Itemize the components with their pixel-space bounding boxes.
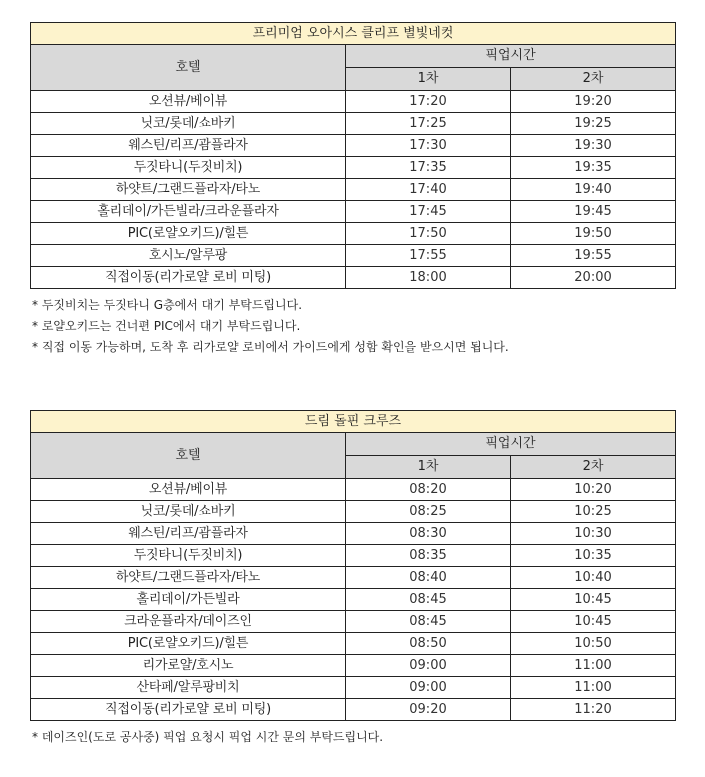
second-round-header: 2차 xyxy=(511,68,676,91)
hotel-name-cell: 산타페/알루팡비치 xyxy=(31,677,346,699)
pickup-column-header: 픽업시간 xyxy=(346,45,676,68)
hotel-name-cell: 직접이동(리가로얄 로비 미팅) xyxy=(31,699,346,721)
second-pickup-time-cell: 19:40 xyxy=(511,179,676,201)
hotel-name-cell: 하얏트/그랜드플라자/타노 xyxy=(31,567,346,589)
table-row xyxy=(31,501,676,523)
notes-list xyxy=(32,727,675,748)
schedule-section-2 xyxy=(30,410,675,748)
second-pickup-time-cell: 11:00 xyxy=(511,677,676,699)
second-pickup-time-cell: 19:25 xyxy=(511,113,676,135)
first-pickup-time-cell: 08:45 xyxy=(346,589,511,611)
note-line: * 데이즈인(도로 공사중) 픽업 요청시 픽업 시간 문의 부탁드립니다. xyxy=(32,730,384,744)
schedule-table-body xyxy=(31,479,676,721)
first-pickup-time-cell: 18:00 xyxy=(346,267,511,289)
hotel-name-cell: 홀리데이/가든빌라 xyxy=(31,589,346,611)
schedule-table-1 xyxy=(30,22,676,289)
first-pickup-time-cell: 17:35 xyxy=(346,157,511,179)
table-title: 드림 돌핀 크루즈 xyxy=(31,411,676,433)
first-pickup-time-cell: 17:40 xyxy=(346,179,511,201)
notes-list xyxy=(32,295,675,358)
second-pickup-time-cell: 19:20 xyxy=(511,91,676,113)
first-pickup-time-cell: 17:55 xyxy=(346,245,511,267)
second-pickup-time-cell: 19:35 xyxy=(511,157,676,179)
note-line: * 로얄오키드는 건너편 PIC에서 대기 부탁드립니다. xyxy=(32,319,301,333)
first-round-header: 1차 xyxy=(346,456,511,479)
table-row xyxy=(31,611,676,633)
second-pickup-time-cell: 19:45 xyxy=(511,201,676,223)
second-pickup-time-cell: 19:55 xyxy=(511,245,676,267)
table-row xyxy=(31,699,676,721)
hotel-name-cell: 크라운플라자/데이즈인 xyxy=(31,611,346,633)
table-row xyxy=(31,245,676,267)
hotel-column-header: 호텔 xyxy=(31,433,346,479)
hotel-name-cell: PIC(로얄오키드)/힐튼 xyxy=(31,223,346,245)
table-row xyxy=(31,479,676,501)
hotel-name-cell: 두짓타니(두짓비치) xyxy=(31,545,346,567)
hotel-name-cell: 닛코/롯데/쇼바키 xyxy=(31,113,346,135)
hotel-name-cell: 닛코/롯데/쇼바키 xyxy=(31,501,346,523)
hotel-name-cell: 호시노/알루팡 xyxy=(31,245,346,267)
first-pickup-time-cell: 08:40 xyxy=(346,567,511,589)
table-row xyxy=(31,655,676,677)
second-pickup-time-cell: 11:00 xyxy=(511,655,676,677)
second-pickup-time-cell: 10:35 xyxy=(511,545,676,567)
hotel-name-cell: 웨스틴/리프/괌플라자 xyxy=(31,135,346,157)
first-pickup-time-cell: 09:00 xyxy=(346,677,511,699)
schedule-table-body xyxy=(31,91,676,289)
second-pickup-time-cell: 10:40 xyxy=(511,567,676,589)
second-pickup-time-cell: 10:50 xyxy=(511,633,676,655)
second-round-header: 2차 xyxy=(511,456,676,479)
schedule-section-1 xyxy=(30,22,675,358)
first-pickup-time-cell: 17:25 xyxy=(346,113,511,135)
first-pickup-time-cell: 09:00 xyxy=(346,655,511,677)
table-row xyxy=(31,545,676,567)
table-row xyxy=(31,677,676,699)
table-row xyxy=(31,179,676,201)
table-row xyxy=(31,567,676,589)
second-pickup-time-cell: 19:50 xyxy=(511,223,676,245)
table-row xyxy=(31,91,676,113)
first-pickup-time-cell: 17:45 xyxy=(346,201,511,223)
hotel-name-cell: 리가로얄/호시노 xyxy=(31,655,346,677)
second-pickup-time-cell: 20:00 xyxy=(511,267,676,289)
second-pickup-time-cell: 11:20 xyxy=(511,699,676,721)
hotel-name-cell: 웨스틴/리프/괌플라자 xyxy=(31,523,346,545)
note-line: * 두짓비치는 두짓타니 G층에서 대기 부탁드립니다. xyxy=(32,298,303,312)
first-pickup-time-cell: 08:35 xyxy=(346,545,511,567)
first-round-header: 1차 xyxy=(346,68,511,91)
second-pickup-time-cell: 10:45 xyxy=(511,611,676,633)
table-row xyxy=(31,157,676,179)
table-row xyxy=(31,113,676,135)
hotel-name-cell: 홀리데이/가든빌라/크라운플라자 xyxy=(31,201,346,223)
first-pickup-time-cell: 09:20 xyxy=(346,699,511,721)
first-pickup-time-cell: 17:20 xyxy=(346,91,511,113)
second-pickup-time-cell: 10:45 xyxy=(511,589,676,611)
hotel-name-cell: 하얏트/그랜드플라자/타노 xyxy=(31,179,346,201)
first-pickup-time-cell: 08:45 xyxy=(346,611,511,633)
first-pickup-time-cell: 17:50 xyxy=(346,223,511,245)
table-row xyxy=(31,223,676,245)
first-pickup-time-cell: 08:20 xyxy=(346,479,511,501)
second-pickup-time-cell: 10:30 xyxy=(511,523,676,545)
table-row xyxy=(31,201,676,223)
second-pickup-time-cell: 10:20 xyxy=(511,479,676,501)
first-pickup-time-cell: 08:50 xyxy=(346,633,511,655)
note-line: * 직접 이동 가능하며, 도착 후 리가로얄 로비에서 가이드에게 성함 확인을 받으시면 됩니다. xyxy=(32,340,509,354)
table-row xyxy=(31,267,676,289)
hotel-name-cell: 두짓타니(두짓비치) xyxy=(31,157,346,179)
table-row xyxy=(31,633,676,655)
hotel-name-cell: 오션뷰/베이뷰 xyxy=(31,479,346,501)
first-pickup-time-cell: 17:30 xyxy=(346,135,511,157)
pickup-column-header: 픽업시간 xyxy=(346,433,676,456)
second-pickup-time-cell: 10:25 xyxy=(511,501,676,523)
hotel-name-cell: 직접이동(리가로얄 로비 미팅) xyxy=(31,267,346,289)
schedule-table-2 xyxy=(30,410,676,721)
hotel-column-header: 호텔 xyxy=(31,45,346,91)
table-title: 프리미엄 오아시스 클리프 별빛네컷 xyxy=(31,23,676,45)
table-row xyxy=(31,589,676,611)
first-pickup-time-cell: 08:25 xyxy=(346,501,511,523)
hotel-name-cell: 오션뷰/베이뷰 xyxy=(31,91,346,113)
hotel-name-cell: PIC(로얄오키드)/힐튼 xyxy=(31,633,346,655)
first-pickup-time-cell: 08:30 xyxy=(346,523,511,545)
table-row xyxy=(31,523,676,545)
table-row xyxy=(31,135,676,157)
second-pickup-time-cell: 19:30 xyxy=(511,135,676,157)
